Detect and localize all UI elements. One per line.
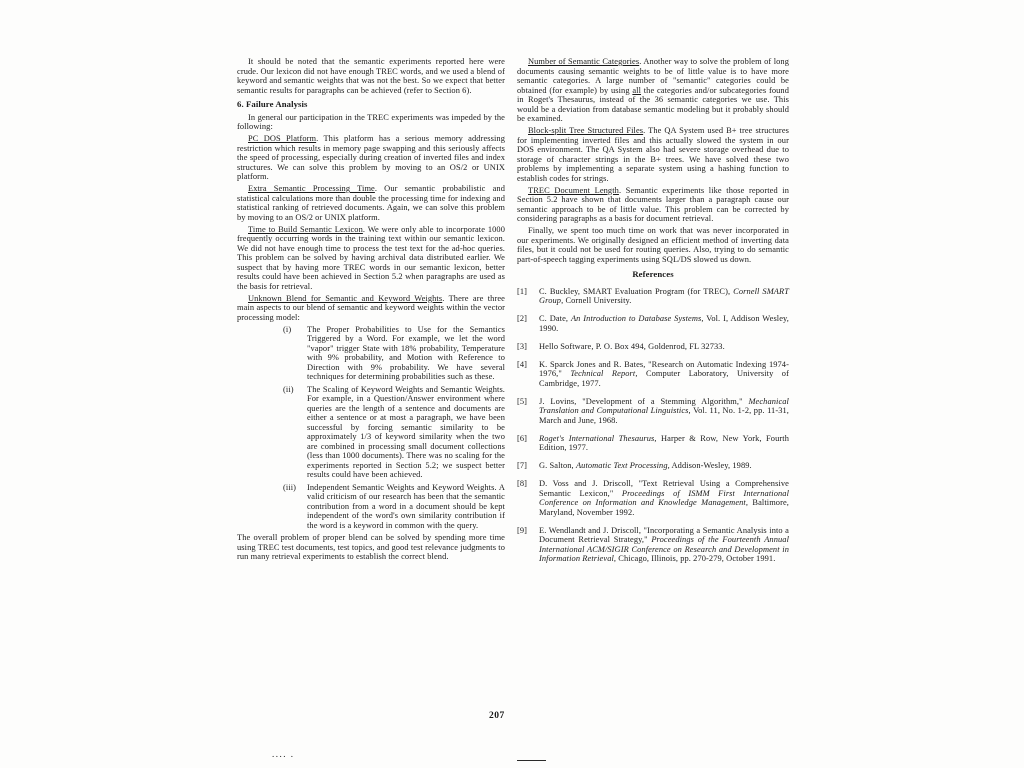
text-run: 6. Failure Analysis [237, 99, 308, 109]
text-run: C. Buckley, SMART Evaluation Program (for TREC), [539, 286, 734, 296]
text-run: E. Wendlandt and J. Driscoll, "Incorporating a Semantic Analysis into a Document Retrieval Strategy," [539, 525, 789, 544]
list-item [283, 385, 505, 480]
scan-artifact-line [517, 760, 546, 761]
text-run: . This platform has a serious memory addressing restriction which results in memory page swapping and this seriously affects the speed of processing, especially during creation of inverted files and index structures. We can solve this problem by moving to an OS/2 or UNIX platform. [237, 134, 505, 181]
text-run: The Proper Probabilities to Use for the Semantics Triggered by a Word. For example, we let the word "vapor" trigger State with 18% probability, Temperature with 9% probability, and Motion with Reference to Direction with 9% probability. We have several techniques for determining probabilities such as these. [307, 324, 505, 381]
italic-phrase: An Introduction to Database Systems [570, 314, 702, 323]
italic-phrase: Cornell SMART Group [539, 286, 789, 305]
text-run: The Scaling of Keyword Weights and Semantic Weights. For example, in a Question/Answer environment where queries are the length of a sentence and documents are either a sentence or at most a paragraph, we have been successful by forcing semantic similarity to be approximately 1/3 of keyword similarity when the two are combined in processing small document collections (less than 1000 documents). There was no scaling for the experiments reported in Section 5.2; we suspect better results could have been achieved. [307, 384, 505, 479]
text-run: . There are three main aspects to our blend of semantic and keyword weights within the vector processing model: [237, 293, 505, 322]
text-run: K. Sparck Jones and R. Bates, "Research on Automatic Indexing 1974-1976," [539, 359, 789, 378]
text-run: the categories and/or subcategories found in Roget's Thesaurus, instead of the 36 semantic categories we use. This would be a deviation from database semantic modeling but it probably should be examined. [517, 85, 789, 123]
left-column [237, 57, 505, 564]
item-text [539, 479, 789, 517]
item-marker: [9] [517, 525, 528, 535]
scan-artifact-dots: .... . [272, 749, 295, 759]
paragraph [237, 57, 505, 95]
text-run: The overall problem of proper blend can be solved by spending more time using TREC test documents, test topics, and good test relevance judgments to run many retrieval experiments to establish the correct blend. [237, 533, 505, 561]
text-run: C. Date, [539, 314, 571, 323]
reference-item [517, 397, 789, 426]
item-marker: [4] [517, 359, 528, 369]
text-run: . The QA System used B+ tree structures for implementing inverted files and this actually slowed the system in our DOS environment. The QA System also had severe storage overhead due to storage of character strings in the B+ trees. We have solved these two problems by implementing a separate system using a hashing function to establish codes for strings. [517, 126, 789, 183]
text-run: , Harper & Row, New York, Fourth Edition, 1977. [539, 433, 789, 452]
item-marker: [1] [517, 286, 528, 296]
paragraph [237, 294, 505, 323]
reference-item [517, 287, 789, 306]
paragraph [237, 134, 505, 182]
text-run: Independent Semantic Weights and Keyword Weights. A valid criticism of our research has been that the semantic contribution from a word in a document should be kept independent of the word's own similarity contribution if the word is a keyword in common with the query. [307, 482, 505, 530]
underlined-phrase: PC DOS Platform [248, 134, 317, 143]
item-text [307, 385, 505, 480]
underlined-phrase: Unknown Blend for Semantic and Keyword Weights [248, 293, 443, 303]
reference-item [517, 479, 789, 517]
text-run: In general our participation in the TREC experiments was impeded by the following: [237, 112, 505, 131]
item-marker: (iii) [283, 482, 297, 492]
page-number: 207 [489, 711, 505, 721]
item-marker: (ii) [283, 384, 294, 394]
item-text [539, 342, 789, 352]
item-text [539, 526, 789, 564]
list-item [283, 483, 505, 531]
text-run: , Chicago, Illinois, pp. 270-279, October 1991. [613, 554, 776, 563]
paragraph [237, 225, 505, 292]
item-text [539, 287, 789, 306]
text-run: , Vol. I, Addison Wesley, 1990. [539, 314, 789, 333]
item-marker: [8] [517, 479, 528, 488]
item-marker: [6] [517, 433, 528, 443]
paragraph [237, 113, 505, 132]
item-marker: (i) [283, 324, 292, 334]
reference-item [517, 461, 789, 471]
italic-phrase: Roget's International Thesaurus [539, 433, 655, 443]
text-run: , Addison-Wesley, 1989. [667, 461, 752, 470]
references-heading [517, 270, 789, 280]
text-run: . Semantic experiments like those reported in Section 5.2 have shown that documents larger than a paragraph cause our semantic approach to be of little value. This problem can be corrected by considering paragraphs as a basis for document retrieval. [517, 185, 790, 223]
italic-phrase: Proceedings of the Fourteenth Annual International ACM/SIGIR Conference on Research and Development in Information Retrieval [539, 535, 789, 563]
item-text [539, 314, 789, 333]
text-run: , Baltimore, Maryland, November 1992. [539, 498, 789, 517]
item-marker: [5] [517, 396, 528, 406]
text-run: Hello Software, P. O. Box 494, Goldenrod, FL 32733. [539, 341, 725, 351]
item-text [307, 483, 505, 531]
paragraph [517, 57, 789, 124]
text-run: References [632, 269, 674, 279]
list-item [283, 325, 505, 382]
paragraph [237, 184, 505, 222]
underlined-phrase: TREC Document Length [528, 185, 619, 195]
italic-phrase: Technical Report [570, 369, 636, 378]
text-run: . Our semantic probabilistic and statistical calculations more than double the processing time for indexing and statistical ranking of retrieved documents. Again, we can solve this problem by moving to an OS/2 or UNIX platform. [237, 184, 505, 222]
item-marker: [3] [517, 341, 528, 351]
paragraph [517, 186, 789, 224]
text-run: . Another way to solve the problem of long documents causing semantic weights to be of little value is to have more semantic categories. A large number of "semantic" categories could be obtained (for example) by using [517, 57, 789, 95]
item-marker: [7] [517, 461, 528, 470]
reference-item [517, 360, 789, 389]
text-run: . We were only able to incorporate 1000 frequently occurring words in the training text within our semantic lexicon. We did not have enough time to process the test text for the ad-hoc queries. This problem can be solved by having archival data distributed earlier. We suspect that by having more TREC words in our semantic lexicon, better results could have been achieved in Section 5.2 when paragraphs are used as the basis for retrieval. [237, 224, 505, 291]
underlined-phrase: Time to Build Semantic Lexicon [248, 224, 363, 234]
paragraph [237, 533, 505, 562]
paragraph [517, 126, 789, 183]
item-text [307, 325, 505, 382]
text-run: Finally, we spent too much time on work that was never incorporated in our experiments. We originally designed an efficient method of inverting data files, but it could not be used for routing queries. Also, trying to do semantic part-of-speech tagging experiments using SQL/DS slowed us down. [517, 226, 789, 264]
text-run: J. Lovins, "Development of a Stemming Algorithm," [539, 396, 749, 406]
italic-phrase: Proceedings of ISMM First International Conference on Information and Knowledge Management [539, 488, 789, 507]
text-run: G. Salton, [539, 461, 576, 470]
underlined-phrase: Block-split Tree Structured Files [528, 126, 644, 135]
section-heading [237, 99, 505, 109]
right-column [517, 57, 789, 572]
underlined-phrase: Extra Semantic Processing Time [248, 184, 375, 193]
item-text [539, 461, 789, 471]
text-run: , Computer Laboratory, University of Cambridge, 1977. [539, 369, 789, 388]
reference-item [517, 314, 789, 333]
text-run: , Vol. 11, No. 1-2, pp. 11-31, March and June, 1968. [539, 406, 789, 425]
underlined-phrase: all [632, 85, 642, 95]
item-text [539, 434, 789, 453]
text-run: , Cornell University. [561, 296, 632, 305]
item-text [539, 360, 789, 389]
paragraph [517, 226, 789, 264]
italic-phrase: Mechanical Translation and Computational Linguistics [539, 396, 789, 415]
italic-phrase: Automatic Text Processing [575, 461, 668, 470]
text-run: D. Voss and J. Driscoll, "Text Retrieval Using a Comprehensive Semantic Lexicon," [539, 479, 789, 498]
underlined-phrase: Number of Semantic Categories [528, 57, 640, 66]
reference-item [517, 342, 789, 352]
item-marker: [2] [517, 314, 528, 323]
reference-item [517, 526, 789, 564]
reference-item [517, 434, 789, 453]
text-run: It should be noted that the semantic experiments reported here were crude. Our lexicon did not have enough TREC words, and we used a blend of keyword and semantic weights that was not the best. So we expect that better semantic results for paragraphs can be achieved (refer to Section 6). [237, 57, 505, 95]
item-text [539, 397, 789, 426]
